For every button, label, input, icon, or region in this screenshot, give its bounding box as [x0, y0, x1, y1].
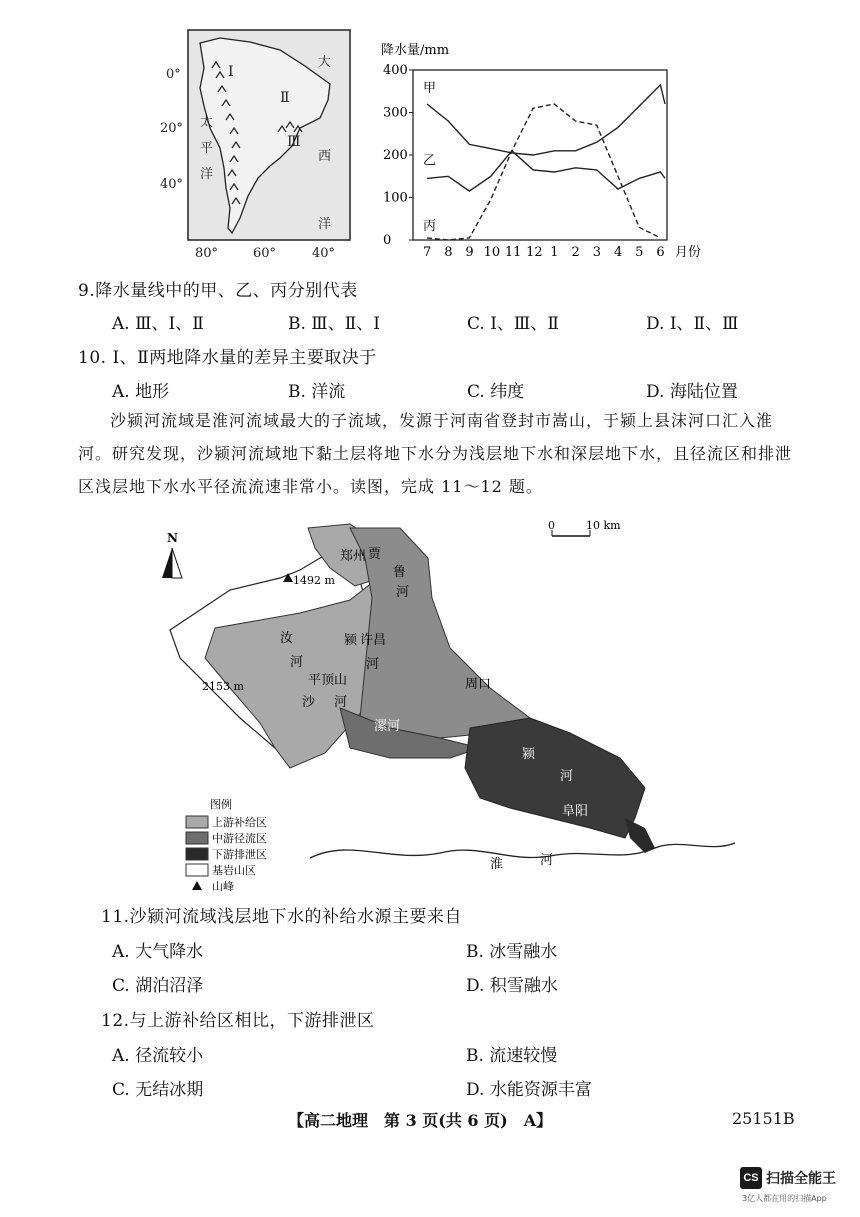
svg-text:许昌: 许昌 [360, 633, 387, 648]
svg-text:上游补给区: 上游补给区 [212, 816, 267, 829]
q11-option-d[interactable]: D. 积雪融水 [466, 976, 558, 996]
y-tick-label: 300 [383, 105, 408, 121]
series-line-1 [427, 85, 665, 155]
x-tick-label: 2 [571, 245, 580, 260]
question-10-stem: 10. Ⅰ、Ⅱ两地降水量的差异主要取决于 [78, 348, 377, 368]
x-tick-label: 5 [635, 245, 644, 260]
q12-option-a[interactable]: A. 径流较小 [112, 1046, 204, 1066]
y-tick-label: 100 [383, 190, 408, 206]
svg-text:淮: 淮 [490, 857, 504, 872]
lon-label: 40° [312, 246, 336, 261]
lon-label: 80° [195, 246, 219, 261]
ocean-label: 平 [200, 141, 214, 156]
series-label: 丙 [423, 218, 437, 234]
svg-text:河: 河 [290, 655, 304, 670]
lat-label: 20° [160, 121, 184, 136]
svg-text:郑州: 郑州 [340, 549, 367, 564]
series-line-3 [427, 104, 660, 240]
question-9-stem: 9.降水量线中的甲、乙、丙分别代表 [78, 281, 358, 301]
exam-code: 25151B [732, 1109, 795, 1128]
svg-text:山峰: 山峰 [212, 880, 234, 893]
svg-text:汝: 汝 [280, 631, 294, 646]
svg-text:沙: 沙 [302, 695, 316, 710]
ocean-label: 洋 [318, 217, 332, 232]
peak-legend-icon [192, 881, 202, 890]
ocean-label: 洋 [200, 167, 214, 182]
x-tick-label: 11 [504, 245, 522, 260]
lat-label: 0° [166, 67, 181, 82]
y-tick-label: 400 [383, 63, 408, 78]
lat-label: 40° [160, 177, 184, 192]
x-axis-title: 月份 [675, 245, 702, 260]
x-tick-label: 6 [656, 245, 665, 260]
svg-text:河: 河 [560, 769, 574, 784]
svg-text:漯河: 漯河 [374, 719, 401, 734]
north-arrow-icon [162, 531, 182, 578]
svg-text:河: 河 [396, 585, 410, 600]
ocean-label: 太 [200, 115, 214, 130]
region-label: Ⅰ [228, 64, 234, 80]
q12-option-d[interactable]: D. 水能资源丰富 [466, 1080, 592, 1100]
x-tick-label: 7 [423, 245, 432, 260]
q12-option-b[interactable]: B. 流速较慢 [466, 1046, 558, 1066]
page-footer: 【高二地理 第 3 页(共 6 页) A】 [288, 1111, 553, 1130]
svg-text:图例: 图例 [210, 798, 232, 811]
svg-text:周口: 周口 [465, 677, 492, 692]
svg-text:下游排泄区: 下游排泄区 [212, 848, 267, 861]
cs-logo-icon: CS [740, 1167, 762, 1189]
svg-text:N: N [167, 531, 178, 545]
y-tick-label: 200 [383, 148, 408, 163]
series-label: 乙 [423, 153, 437, 169]
svg-text:河: 河 [366, 657, 380, 672]
svg-text:贾: 贾 [368, 547, 382, 562]
x-tick-label: 1 [550, 245, 559, 260]
lon-label: 60° [253, 246, 277, 261]
q10-option-d[interactable]: D. 海陆位置 [646, 382, 738, 402]
svg-text:2153 m: 2153 m [202, 680, 244, 693]
q12-option-c[interactable]: C. 无结冰期 [112, 1080, 204, 1100]
series-label: 甲 [423, 81, 437, 96]
q11-option-a[interactable]: A. 大气降水 [112, 942, 204, 962]
x-tick-label: 12 [526, 245, 543, 260]
q9-option-c[interactable]: C. Ⅰ、Ⅲ、Ⅱ [467, 314, 559, 334]
svg-text:0: 0 [548, 519, 555, 532]
svg-text:鲁: 鲁 [393, 565, 407, 580]
q9-option-a[interactable]: A. Ⅲ、Ⅰ、Ⅱ [112, 314, 204, 334]
q11-option-c[interactable]: C. 湖泊沼泽 [112, 976, 204, 996]
svg-text:颍: 颍 [522, 747, 536, 762]
scale-bar [548, 519, 621, 536]
region-label: Ⅱ [280, 90, 290, 106]
svg-text:基岩山区: 基岩山区 [212, 864, 256, 877]
region-label: Ⅲ [287, 134, 301, 150]
ocean-label: 大 [318, 55, 332, 70]
x-tick-label: 8 [444, 245, 453, 260]
svg-text:1492 m: 1492 m [293, 574, 335, 587]
svg-text:颍: 颍 [344, 633, 358, 648]
svg-text:10 km: 10 km [586, 519, 621, 532]
watermark-tagline: 3亿人都在用的扫描App [742, 1194, 827, 1203]
svg-text:河: 河 [334, 695, 348, 710]
ocean-label: 西 [318, 149, 332, 164]
q10-option-a[interactable]: A. 地形 [112, 382, 170, 402]
y-tick-label: 0 [383, 233, 392, 248]
shaying-river-basin-map [150, 518, 735, 898]
x-tick-label: 3 [592, 245, 602, 260]
x-tick-label: 9 [465, 245, 474, 260]
question-11-stem: 11.沙颍河流域浅层地下水的补给水源主要来自 [101, 907, 463, 927]
series-line-2 [427, 151, 665, 191]
q11-option-b[interactable]: B. 冰雪融水 [466, 942, 558, 962]
x-tick-label: 10 [483, 245, 501, 260]
question-12-stem: 12.与上游补给区相比，下游排泄区 [101, 1011, 375, 1031]
x-tick-label: 4 [613, 245, 623, 260]
y-axis-title: 降水量/mm [381, 43, 450, 58]
svg-text:阜阳: 阜阳 [562, 804, 589, 819]
plot-frame [413, 70, 667, 240]
svg-text:中游径流区: 中游径流区 [212, 832, 267, 845]
watermark-brand: 扫描全能王 [766, 1171, 836, 1187]
precipitation-chart [375, 38, 705, 268]
reading-passage: 沙颍河流域是淮河流域最大的子流域，发源于河南省登封市嵩山，于颍上县沫河口汇入淮河。研究发现，沙颍河流域地下黏土层将地下水分为浅层地下水和深层地下水，且径流区和排泄区浅层地下水水平径流流速非常小。读图，完成 11～12 题。 [78, 411, 793, 496]
svg-text:河: 河 [540, 853, 554, 868]
svg-text:平顶山: 平顶山 [308, 673, 348, 688]
q9-option-d[interactable]: D. Ⅰ、Ⅱ、Ⅲ [646, 314, 739, 334]
q10-option-c[interactable]: C. 纬度 [467, 382, 525, 402]
south-america-map [160, 28, 360, 268]
scanner-watermark [738, 1165, 850, 1209]
q10-option-b[interactable]: B. 洋流 [288, 382, 346, 402]
map-legend [186, 797, 267, 893]
q9-option-b[interactable]: B. Ⅲ、Ⅱ、Ⅰ [288, 314, 380, 334]
